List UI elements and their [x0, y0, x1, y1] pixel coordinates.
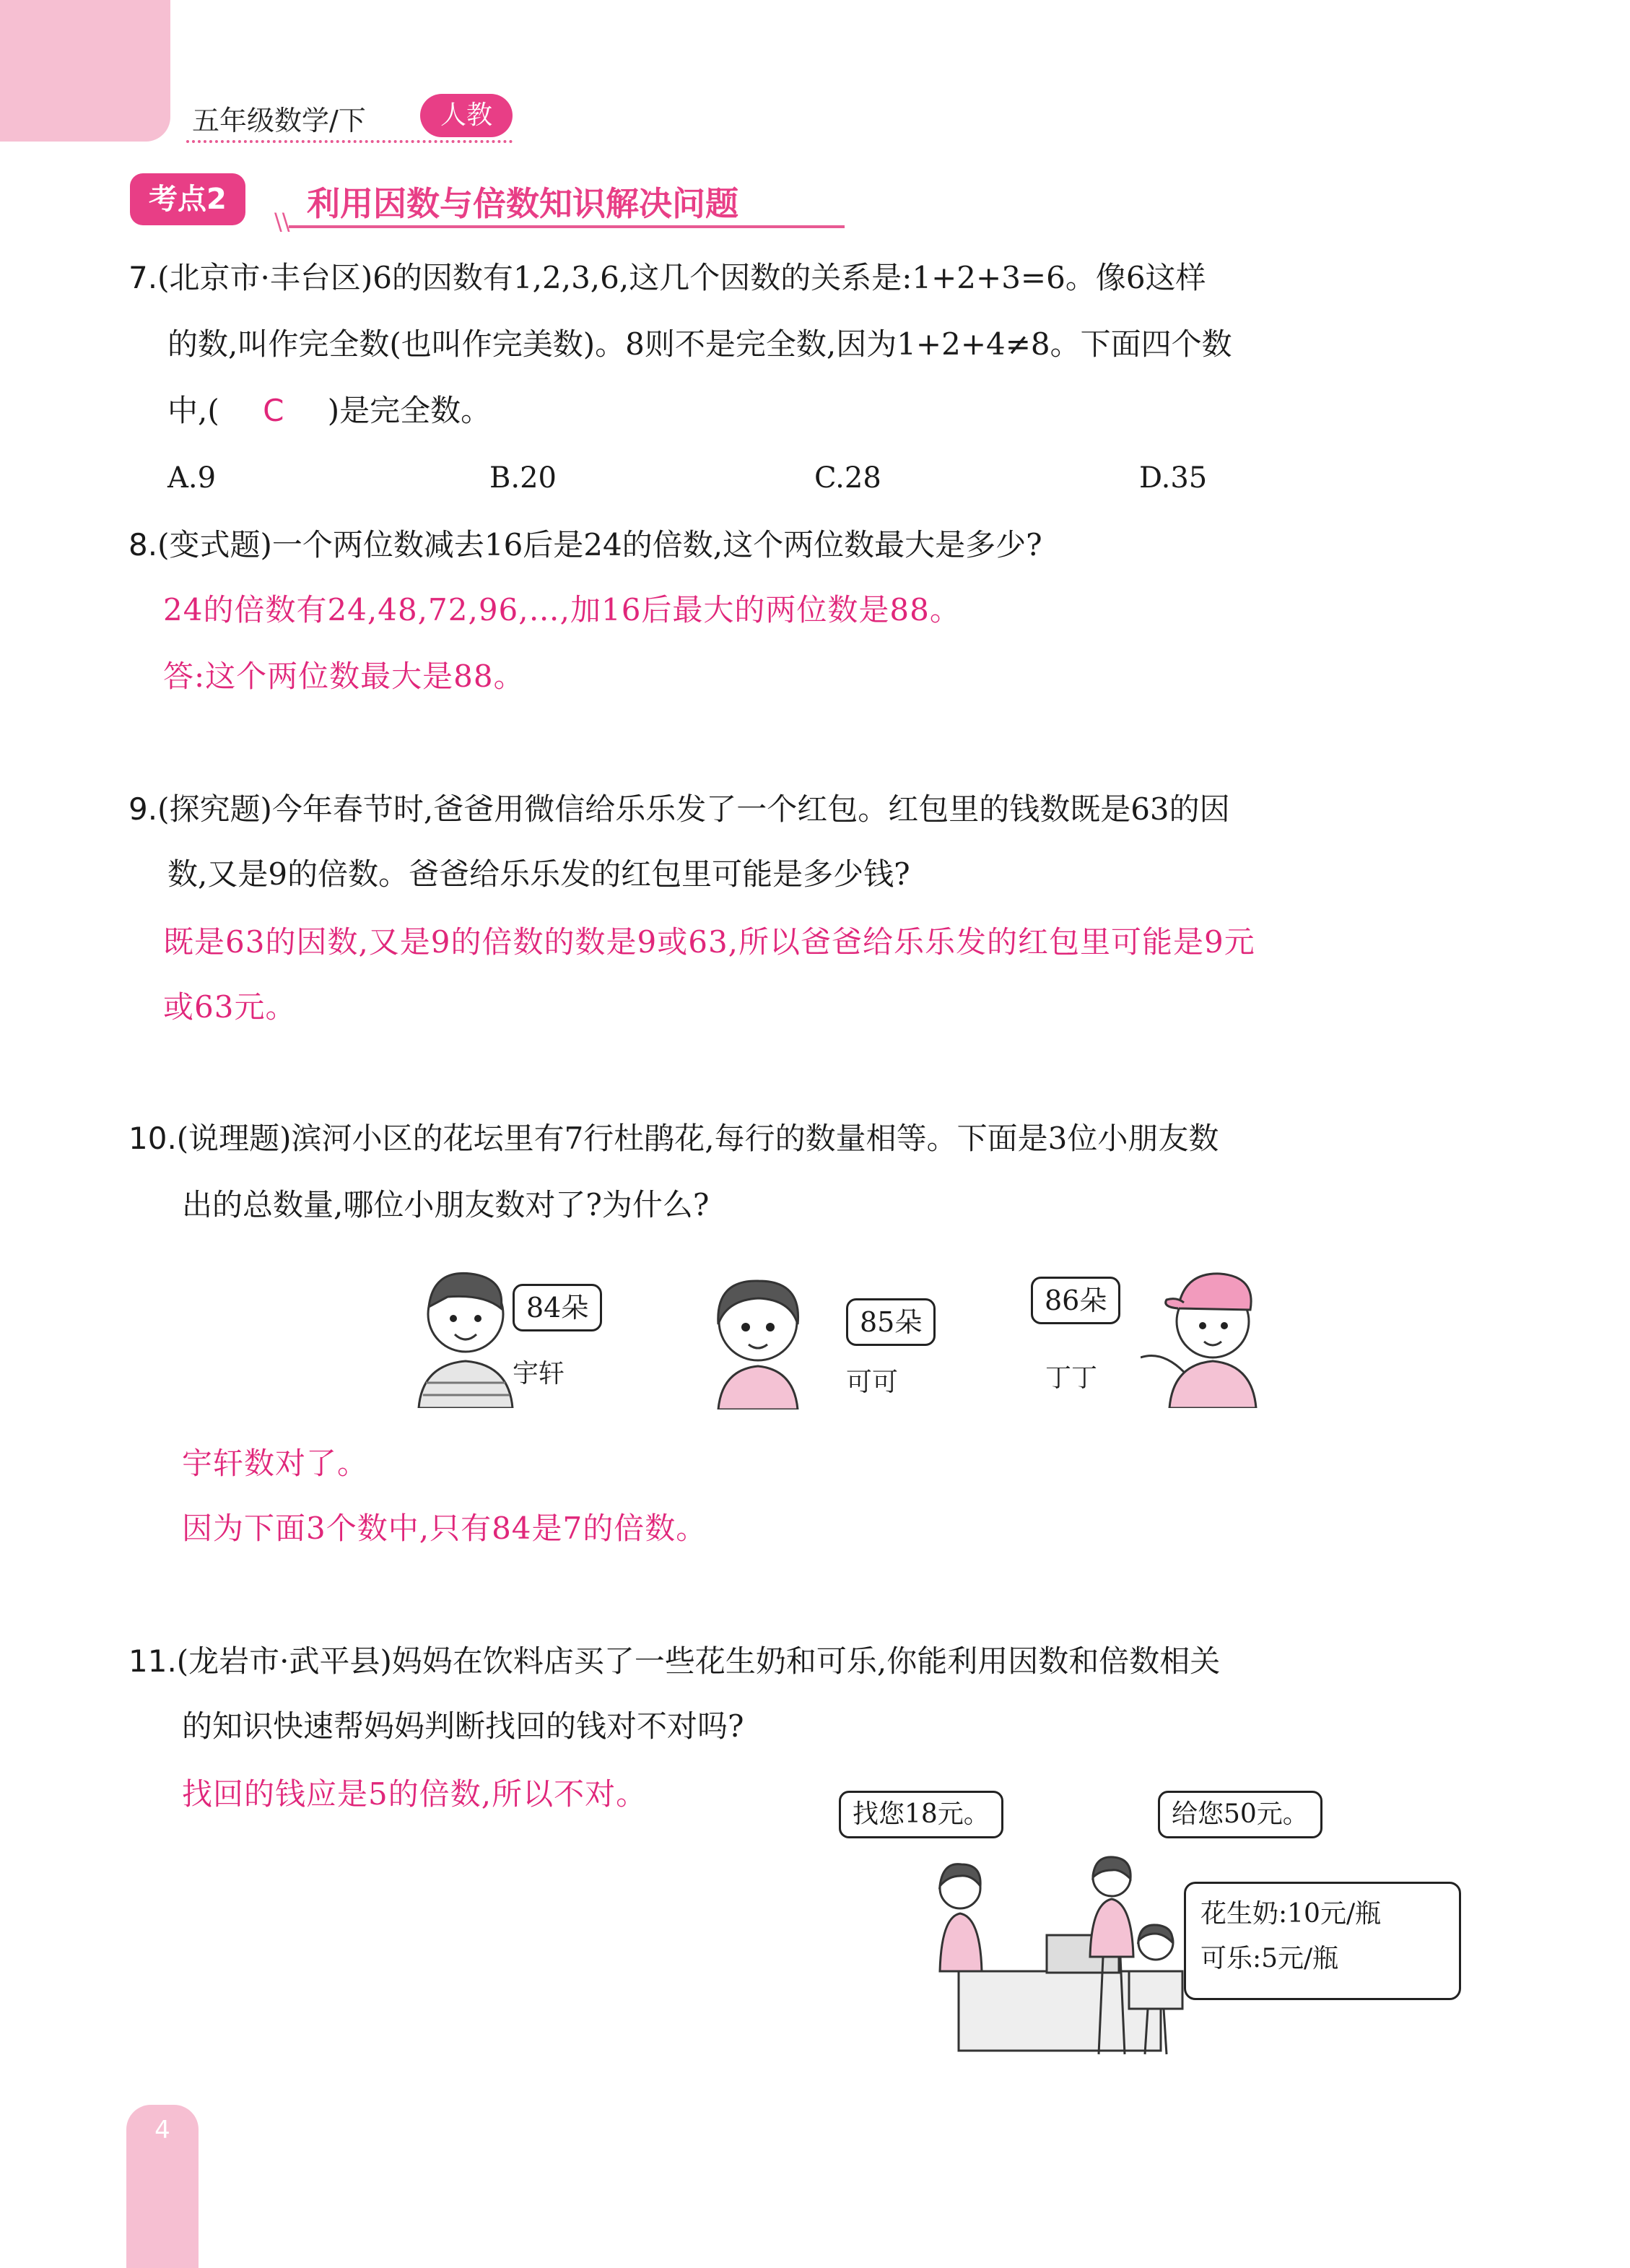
q7-text1: (北京市·丰台区)6的因数有1,2,3,6,这几个因数的关系是:1+2+3=6。像6这样: [157, 260, 1206, 295]
q10-line2: 出的总数量,哪位小朋友数对了?为什么?: [182, 1187, 710, 1222]
q7-text3-post: )是完全数。: [327, 393, 492, 428]
q7-option-d: D.35: [1139, 461, 1208, 495]
q9-number: 9.: [128, 791, 158, 827]
q7-line1: [128, 261, 1206, 295]
kid3-speech-bubble: 86朵: [1031, 1277, 1120, 1324]
q7-answer: C: [263, 393, 284, 428]
q11-text1: (龙岩市·武平县)妈妈在饮料店买了一些花生奶和可乐,你能利用因数和倍数相关: [176, 1643, 1221, 1679]
q10-answer-line2: 因为下面3个数中,只有84是7的倍数。: [182, 1511, 707, 1546]
q8-answer-line1: 24的倍数有24,48,72,96,…,加16后最大的两位数是88。: [163, 592, 961, 627]
kid1-speech-bubble: 84朵: [513, 1284, 602, 1331]
q11-line2: 的知识快速帮妈妈判断找回的钱对不对吗?: [182, 1708, 744, 1744]
boy-with-box-illustration: [1123, 1921, 1188, 2058]
q7-option-a: A.9: [167, 461, 217, 495]
q9-line2: 数,又是9的倍数。爸爸给乐乐发的红包里可能是多少钱?: [167, 856, 910, 892]
q7-option-b: B.20: [489, 461, 557, 495]
q11-line1: [128, 1645, 1220, 1678]
q7-line3: [167, 394, 491, 427]
q10-text1: (说理题)滨河小区的花坛里有7行杜鹃花,每行的数量相等。下面是3位小朋友数: [176, 1121, 1219, 1156]
mom-speech-bubble: 给您50元。: [1158, 1791, 1322, 1838]
q7-number: 7.: [128, 260, 158, 295]
q7-option-c: C.28: [814, 461, 881, 495]
kid2-name: 可可: [846, 1368, 899, 1397]
price-cola: 可乐:5元/瓶: [1200, 1944, 1339, 1973]
page-number: 4: [154, 2116, 170, 2145]
q11-answer-line1: 找回的钱应是5的倍数,所以不对。: [182, 1776, 648, 1812]
kid1-name: 宇轩: [513, 1359, 565, 1389]
q7-line2: 的数,叫作完全数(也叫作完美数)。8则不是完全数,因为1+2+4≠8。下面四个数: [167, 326, 1232, 362]
section-label: 考点2: [130, 173, 245, 225]
q8-line1: [128, 529, 1042, 562]
q11-number: 11.: [128, 1643, 177, 1679]
price-board: [1184, 1882, 1461, 2000]
kid-boy-dingding-illustration: [1141, 1256, 1278, 1408]
q10-line1: [128, 1122, 1219, 1155]
section-underline: [289, 225, 845, 228]
kid-girl-keke-illustration: [697, 1265, 819, 1409]
clerk-speech-bubble: 找您18元。: [839, 1791, 1003, 1838]
q7-text3-pre: 中,(: [167, 393, 219, 428]
section-title: 利用因数与倍数知识解决问题: [307, 184, 738, 223]
kid3-name: 丁丁: [1045, 1363, 1098, 1393]
price-peanut-milk: 花生奶:10元/瓶: [1200, 1899, 1382, 1929]
kid-boy-yuxuan-illustration: [404, 1256, 527, 1408]
q8-text1: (变式题)一个两位数减去16后是24的倍数,这个两位数最大是多少?: [157, 527, 1042, 562]
q9-answer-line2: 或63元。: [163, 989, 297, 1025]
q9-line1: [128, 793, 1230, 826]
kid2-speech-bubble: 85朵: [846, 1298, 936, 1346]
q9-answer-line1: 既是63的因数,又是9的倍数的数是9或63,所以爸爸给乐乐发的红包里可能是9元: [163, 924, 1255, 960]
q8-number: 8.: [128, 527, 158, 562]
section-hook-decoration: \\: [274, 208, 290, 235]
q8-answer-line2: 答:这个两位数最大是88。: [163, 659, 525, 694]
book-title: 五年级数学/下: [192, 105, 366, 136]
q10-number: 10.: [128, 1121, 177, 1156]
edition-badge: 人教: [420, 94, 513, 137]
q9-text1: (探究题)今年春节时,爸爸用微信给乐乐发了一个红包。红包里的钱数既是63的因: [157, 791, 1230, 827]
header-divider: [186, 140, 513, 143]
q10-answer-line1: 宇轩数对了。: [182, 1446, 369, 1481]
corner-tab-decoration: [0, 0, 170, 142]
